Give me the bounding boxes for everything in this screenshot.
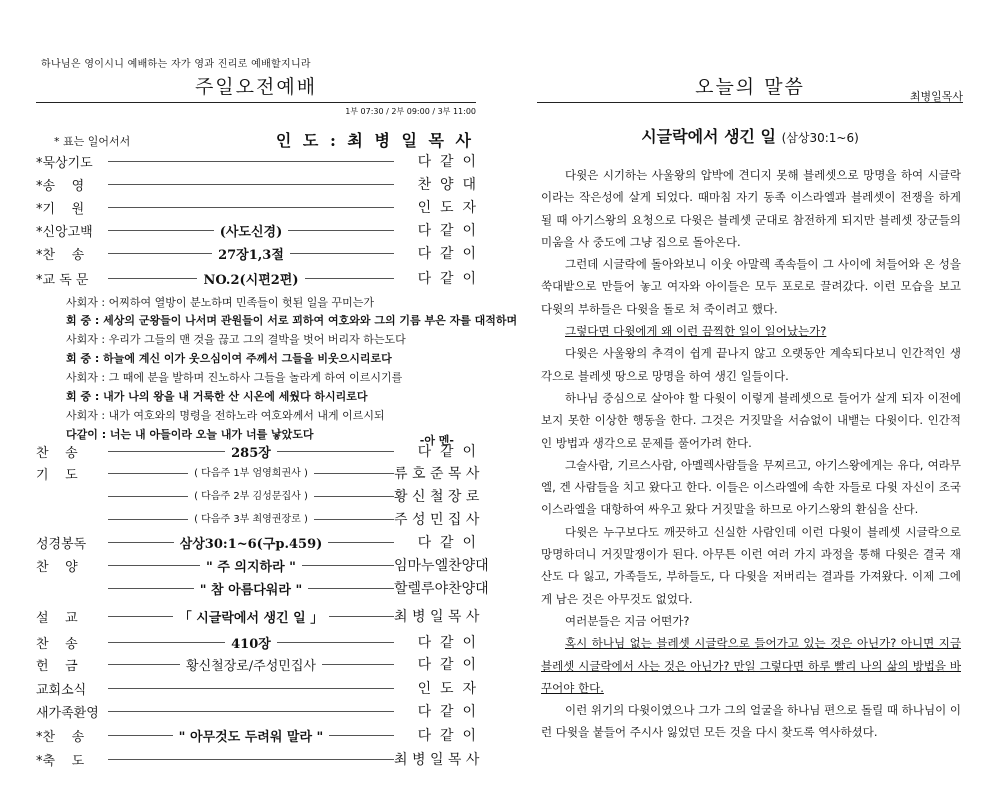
order-row (36, 531, 476, 553)
sermon-paragraph: 다윗은 시기하는 사울왕의 압박에 견디지 못해 블레셋으로 망명을 하여 시글락이라는 작은성에 살게 되었다. 때마침 자기 동족 이스라엘과 블레셋이 전쟁을 하게 될 때 아기스왕의 요청으로 다윗은 블레셋 군대로 참전하게 되지만 블레셋 장군들의 미움을 사 중도에 그냥 집으로 돌아온다. (541, 168, 961, 249)
order-person: 다 같 이 (417, 246, 476, 262)
order-content: ( 다음주 3부 최영권장로 ) (188, 514, 314, 525)
order-content: 27장1,3절 (212, 248, 290, 263)
standing-note: * 표는 일어서서 (54, 135, 131, 148)
order-line (108, 677, 394, 699)
order-row (36, 485, 480, 507)
responsive-line: 회 중 : 하늘에 계신 이가 웃으심이여 주께서 그들을 비웃으시리로다 (66, 352, 392, 365)
order-row (36, 631, 476, 653)
order-line (108, 440, 394, 462)
order-person: 최 병 일 목 사 (394, 752, 480, 768)
order-person: 다 같 이 (417, 154, 476, 170)
service-times: 1부 07:30 / 2부 09:00 / 3부 11:00 (345, 107, 476, 116)
order-row (36, 196, 476, 218)
order-content: 410장 (225, 637, 277, 652)
order-person: 다 같 이 (417, 635, 476, 651)
order-row (36, 508, 480, 530)
order-person: 다 같 이 (417, 271, 476, 287)
sermon-divider (537, 102, 963, 103)
order-content: 삼상30:1~6(구p.459) (174, 537, 329, 552)
order-person: 다 같 이 (417, 657, 476, 673)
order-content: NO.2(시편2편) (197, 273, 304, 288)
page-title: 주일오전예배 (194, 76, 318, 98)
order-content: ( 다음주 2부 김성문집사 ) (188, 491, 314, 502)
order-label: *찬 송 (36, 729, 85, 745)
order-row (36, 724, 476, 746)
order-line (108, 724, 394, 746)
order-row (36, 173, 476, 195)
order-line (108, 631, 394, 653)
order-row (36, 677, 476, 699)
order-line (108, 267, 394, 289)
order-line (108, 173, 394, 195)
order-row (36, 150, 476, 172)
order-line (108, 577, 394, 599)
worship-order-panel (36, 0, 518, 804)
pastor-name: 최병일목사 (909, 90, 963, 103)
order-person: 다 같 이 (417, 535, 476, 551)
responsive-line: 사회자 : 그 때에 분을 발하며 진노하사 그들을 놀라게 하여 이르시기를 (66, 371, 403, 384)
order-person: 다 같 이 (417, 223, 476, 239)
order-label: 찬 송 (36, 636, 78, 652)
order-line (108, 748, 394, 770)
order-person: 할렐루야찬양대 (394, 581, 489, 597)
order-content: (사도신경) (214, 225, 289, 240)
order-label: *교 독 문 (36, 272, 89, 288)
order-label: 설 교 (36, 610, 78, 626)
order-line (108, 485, 394, 507)
order-row (36, 653, 476, 675)
sermon-ref: (삼상30:1~6) (781, 131, 859, 145)
sermon-paragraph: 혹시 하나님 없는 블레셋 시글락으로 들어가고 있는 것은 아닌가? 아니면 지금 블레셋 시글락에서 사는 것은 아닌가? 만일 그렇다면 하루 빨리 나의 삶의 방법을 바꾸어야 한다. (541, 636, 961, 695)
order-line (108, 462, 394, 484)
sermon-paragraph: 이런 위기의 다윗이였으나 그가 그의 얼굴을 하나님 편으로 돌릴 때 하나님이 이런 다윗을 붙들어 주시사 잃었던 모든 것을 다시 찾도록 역사하셨다. (541, 703, 961, 740)
responsive-line: 사회자 : 내가 여호와의 명령을 전하노라 여호와께서 내게 이르시되 (66, 409, 385, 422)
order-content: ( 다음주 1부 엄영희권사 ) (188, 468, 314, 479)
sermon-body (541, 164, 961, 744)
order-line (108, 196, 394, 218)
order-label: 헌 금 (36, 658, 78, 674)
order-label: 새가족환영 (36, 705, 99, 721)
motto: 하나님은 영이시니 예배하는 자가 영과 진리로 예배할지니라 (41, 59, 311, 70)
order-person: 인 도 자 (417, 681, 476, 697)
order-content: " 참 아름다워라 " (194, 583, 308, 598)
order-label: 교회소식 (36, 682, 87, 698)
order-person: 류 호 준 목 사 (394, 466, 480, 482)
order-row (36, 700, 476, 722)
sermon-paragraph: 다윗은 사울왕의 추격이 쉽게 끝나지 않고 오랫동안 계속되다보니 인간적인 생각으로 블레셋 땅으로 망명을 하여 생긴 일들이다. (541, 346, 961, 383)
order-person: 다 같 이 (417, 444, 476, 460)
order-line (108, 508, 394, 530)
order-person: 임마누엘찬양대 (394, 558, 489, 574)
order-label: *기 원 (36, 201, 85, 217)
sermon-paragraph: 하나님 중심으로 살아야 할 다윗이 이렇게 블레셋으로 들어가 살게 되자 이전에 보지 못한 이상한 행동을 한다. 그것은 거짓말을 서슴없이 내뱉는 다윗이다. 인간적인 방법과 생각으로 문제를 풀어가려 한다. (541, 390, 961, 450)
order-row (36, 242, 476, 264)
sermon-paragraph: 그런데 시글락에 돌아와보니 이웃 아말렉 족속들이 그 사이에 쳐들어와 온 성을 쑥대밭으로 만들어 놓고 여자와 아이들은 모두 포로로 끌려갔다. 이런 모습을 보고 다윗의 부하들은 다윗을 돌로 쳐 죽이려고 했다. (541, 257, 961, 316)
order-row (36, 440, 476, 462)
order-person: 주 성 민 집 사 (394, 512, 480, 528)
order-label: 찬 양 (36, 559, 78, 575)
order-row (36, 748, 480, 770)
sermon-paragraph: 여러분들은 지금 어떤가? (565, 613, 690, 628)
order-person: 찬 양 대 (417, 177, 476, 193)
responsive-line: 사회자 : 우리가 그들의 맨 것을 끊고 그의 결박을 벗어 버리자 하는도다 (66, 333, 406, 346)
order-line (108, 150, 394, 172)
order-content: " 주 의지하라 " (200, 560, 302, 575)
responsive-line: 사회자 : 어찌하여 열방이 분노하며 민족들이 헛된 일을 꾸미는가 (66, 296, 374, 309)
sermon-paragraph: 그술사람, 기르스사람, 아멜렉사람들을 무찌르고, 아기스왕에게는 유다, 여라무엘, 겐 사람들을 치고 왔다고 한다. 이들은 이스라엘에 속한 자들로 다윗 자신이 조국 이스라엘을 대항하여 싸우고 왔다 거짓말을 하므로 아기스왕의 환심을 산다. (541, 457, 961, 517)
order-line (108, 653, 394, 675)
amen: -아 멘- (419, 434, 454, 447)
order-person: 황 신 철 장 로 (394, 489, 480, 505)
order-label: 찬 송 (36, 445, 78, 461)
order-row (36, 605, 480, 627)
order-person: 인 도 자 (417, 200, 476, 216)
order-row (36, 219, 476, 241)
order-line (108, 605, 394, 627)
title-divider (36, 102, 476, 103)
order-line (108, 531, 394, 553)
order-label: *신앙고백 (36, 224, 93, 240)
order-label: 성경봉독 (36, 536, 87, 552)
order-row (36, 554, 489, 576)
order-person: 다 같 이 (417, 704, 476, 720)
order-content: 「 시글락에서 생긴 일 」 (173, 611, 330, 626)
order-label: *축 도 (36, 753, 85, 769)
order-row (36, 577, 489, 599)
order-row (36, 462, 480, 484)
order-line (108, 219, 394, 241)
order-label: 기 도 (36, 467, 78, 483)
order-line (108, 700, 394, 722)
responsive-line: 회 중 : 내가 나의 왕을 내 거룩한 산 시온에 세웠다 하시리로다 (66, 390, 368, 403)
sermon-panel (537, 0, 963, 804)
order-content: 285장 (225, 446, 277, 461)
order-label: *찬 송 (36, 247, 85, 263)
sermon-panel-title: 오늘의 말씀 (695, 76, 805, 98)
order-line (108, 242, 394, 264)
order-content: " 아무것도 두려워 말라 " (173, 730, 330, 745)
sermon-paragraph: 그렇다면 다윗에게 왜 이런 끔찍한 일이 일어났는가? (565, 324, 827, 339)
order-content: 황신철장로/주성민집사 (180, 659, 322, 674)
sermon-title: 시글락에서 생긴 일 (641, 127, 777, 146)
sermon-heading (537, 124, 963, 147)
order-line (108, 554, 394, 576)
order-row (36, 267, 476, 289)
order-label: *송 영 (36, 178, 85, 194)
sermon-paragraph: 다윗은 누구보다도 깨끗하고 신실한 사람인데 이런 다윗이 블레셋 시글락으로 망명하더니 거짓말쟁이가 된다. 아무튼 이런 여러 가지 과정을 통해 다윗은 결국 재산도 다 잃고, 가족들도, 부하들도, 다 다윗을 저버리는 결과를 가져왔다. 이제 그에게 남은 것은 아무것도 없었다. (541, 524, 961, 606)
responsive-line: 회 중 : 세상의 군왕들이 나서며 관원들이 서로 꾀하여 여호와와 그의 기름 부은 자를 대적하며 (66, 314, 518, 327)
order-label: *묵상기도 (36, 155, 93, 171)
responsive-line: 다같이 : 너는 내 아들이라 오늘 내가 너를 낳았도다 (66, 428, 314, 441)
leader-label: 인 도 : 최 병 일 목 사 (275, 131, 474, 150)
order-person: 다 같 이 (417, 728, 476, 744)
order-person: 최 병 일 목 사 (394, 609, 480, 625)
